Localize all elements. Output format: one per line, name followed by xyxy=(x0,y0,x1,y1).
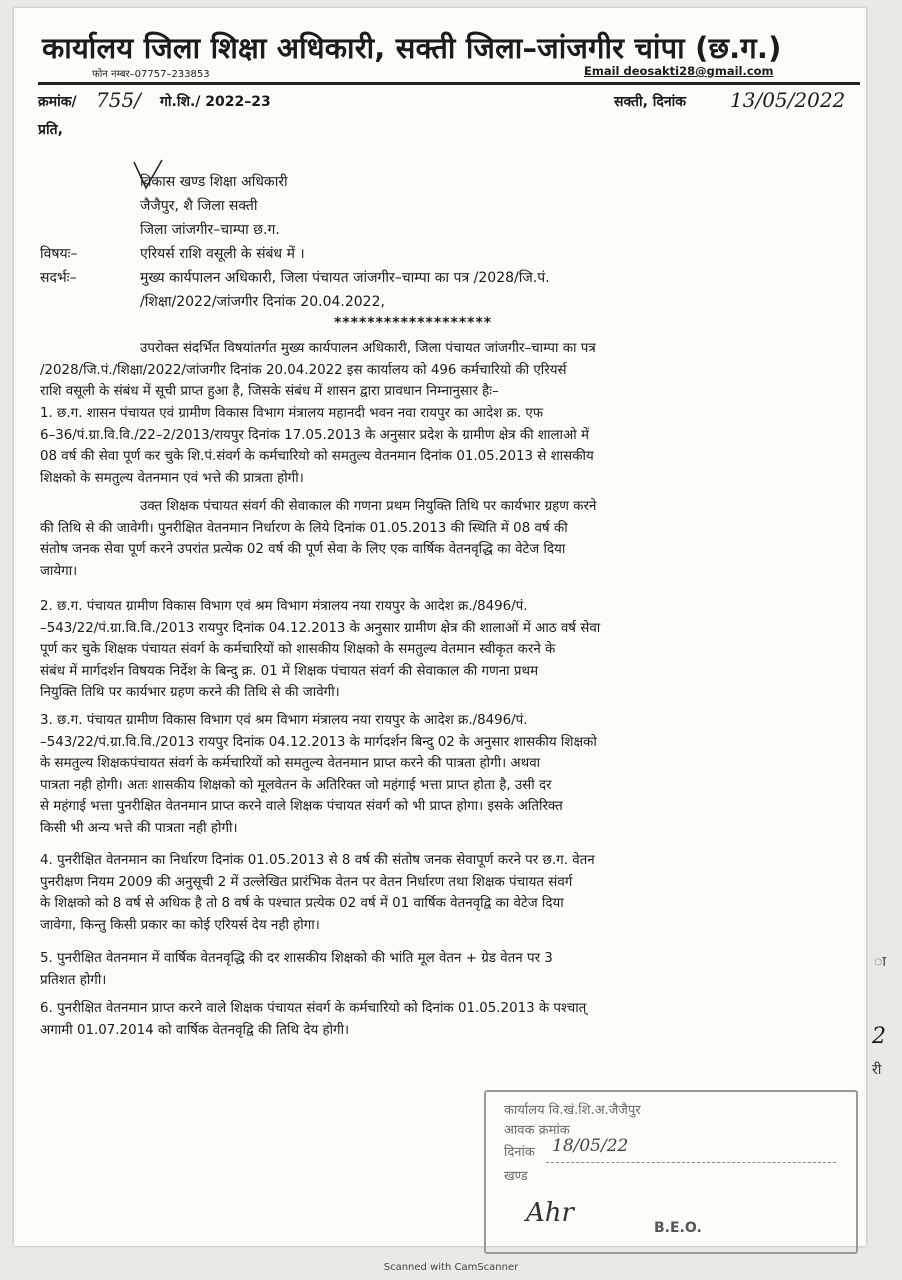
paragraph-2 xyxy=(40,596,830,704)
divider-stars: ******************* xyxy=(334,315,493,331)
ref-number-handwritten: 755/ xyxy=(96,88,141,112)
header-rule xyxy=(38,82,860,85)
reference-line-1: मुख्य कार्यपालन अधिकारी, जिला पंचायत जांजगीर–चाम्पा का पत्र /2028/जि.पं. xyxy=(140,270,550,286)
place-date-label: सक्ती, दिनांक xyxy=(614,94,686,110)
text-line: जायेगा। xyxy=(40,563,78,579)
reference-line-2: /शिक्षा/2022/जांजगीर दिनांक 20.04.2022, xyxy=(140,294,385,310)
text-line: जावेगा, किन्तु किसी प्रकार का कोई एरियर्स देय नही होगा। xyxy=(40,917,320,933)
subject-text: एरियर्स राशि वसूली के संबंध में । xyxy=(140,246,305,262)
reference-label: सदर्भः– xyxy=(40,270,77,286)
prati: प्रति, xyxy=(38,122,63,138)
letter-page xyxy=(14,8,866,1246)
text-line: 5. पुनरीक्षित वेतनमान में वार्षिक वेतनवृद्धि की दर शासकीय शिक्षको की भांति मूल वेतन + ग्रेड वेतन पर 3 xyxy=(40,951,553,966)
stamp-office: कार्यालय वि.खं.शि.अ.जैजैपुर xyxy=(504,1103,641,1118)
text-line: पुनरीक्षण नियम 2009 की अनुसूची 2 में उल्लेखित प्रारंभिक वेतन पर वेतन निर्धारण तथा शिक्षक पंचायत संवर्ग xyxy=(40,874,573,890)
text-line: से महंगाई भत्ता पुनरीक्षित वेतनमान प्राप्त करने वाले शिक्षक पंचायत संवर्ग को भी प्राप्त होगा। इसके अतिरिक्त xyxy=(40,799,563,814)
email-address: Email deosakti28@gmail.com xyxy=(584,64,774,78)
stamp-inward-no: आवक क्रमांक xyxy=(504,1123,570,1138)
text-line: राशि वसूली के संबंध में सूची प्राप्त हुआ है, जिसके संबंध में शासन द्वारा प्रावधान निम्नानुसार हैः– xyxy=(40,384,499,399)
stamp-date-label: दिनांक xyxy=(504,1145,535,1160)
scanner-watermark: Scanned with CamScanner xyxy=(383,1262,519,1273)
margin-mark: 2 xyxy=(872,1024,886,1049)
ref-number-label: क्रमांक/ xyxy=(38,94,77,110)
text-line: 6. पुनरीक्षित वेतनमान प्राप्त करने वाले शिक्षक पंचायत संवर्ग के कर्मचारियो को दिनांक 01.05.2013 के पश्चात् xyxy=(40,1001,587,1016)
ref-number-suffix: गो.शि./ 2022–23 xyxy=(160,94,271,110)
text-line: पूर्ण कर चुके शिक्षक पंचायत संवर्ग के कर्मचारियों को शासकीय शिक्षको के समतुल्य वेतमान स्वीकृत करने के xyxy=(40,642,556,657)
text-line: उक्त शिक्षक पंचायत संवर्ग की सेवाकाल की गणना प्रथम नियुक्ति तिथि पर कार्यभार ग्रहण करने xyxy=(140,499,597,514)
paragraph-1b xyxy=(40,496,830,582)
stamp-section: खण्ड xyxy=(504,1169,528,1184)
paragraph-1 xyxy=(40,403,830,489)
paragraph-intro xyxy=(40,338,830,403)
text-line: संबंध में मार्गदर्शन विषयक निर्देश के बिन्दु क्र. 01 में शिक्षक पंचायत संवर्ग की सेवाकाल की गणना प्रथम xyxy=(40,663,539,679)
paragraph-3 xyxy=(40,710,830,839)
addressee-line: जिला जांजगीर–चाम्पा छ.ग. xyxy=(140,222,280,238)
text-line: के समतुल्य शिक्षकपंचायत संवर्ग के कर्मचारियों को समतुल्य वेतनमान प्राप्त करने की पात्रता होगी। अथवा xyxy=(40,756,541,771)
addressee xyxy=(140,170,288,242)
date-handwritten: 13/05/2022 xyxy=(730,88,846,112)
text-line: /2028/जि.पं./शिक्षा/2022/जांजगीर दिनांक 20.04.2022 इस कार्यालय को 496 कर्मचारियो की एरियर्स xyxy=(40,362,567,378)
phone-number: फोन नम्बर–07757–233853 xyxy=(92,69,210,80)
text-line: पात्रता नही होगी। अतः शासकीय शिक्षको को मूलवेतन के अतिरिक्त जो महंगाई भत्ता प्राप्त होता है, उसी दर xyxy=(40,777,552,793)
text-line: संतोष जनक सेवा पूर्ण करने उपरांत प्रत्येक 02 वर्ष की पूर्ण सेवा के लिए एक वार्षिक वेतनवृद्धि का वेटेज दिया xyxy=(40,542,566,557)
text-line: किसी भी अन्य भत्ते की पात्रता नही होगी। xyxy=(40,820,238,836)
subject-label: विषयः– xyxy=(40,246,78,262)
text-line: 08 वर्ष की सेवा पूर्ण कर चुके शि.पं.संवर्ग के कर्मचारियो को समतुल्य वेतनमान दिनांक 01.05.2013 से शासकीय xyxy=(40,449,594,464)
text-line: की तिथि से की जावेगी। पुनरीक्षित वेतनमान निर्धारण के लिये दिनांक 01.05.2013 की स्थिति में 08 वर्ष की xyxy=(40,520,568,536)
text-line: अगामी 01.07.2014 को वार्षिक वेतनवृद्वि की तिथि देय होगी। xyxy=(40,1022,350,1038)
margin-mark: री xyxy=(872,1062,882,1078)
margin-mark: ा xyxy=(874,954,886,970)
paragraph-4 xyxy=(40,850,830,936)
office-title: कार्यालय जिला शिक्षा अधिकारी, सक्ती जिला–जांजगीर चांपा (छ.ग.) xyxy=(42,31,782,65)
text-line: के शिक्षको को 8 वर्ष से अधिक है तो 8 वर्ष के पश्चात प्रत्येक 02 वर्ष में 01 वार्षिक वेतनवृद्वि का वेटेज दिया xyxy=(40,896,564,911)
signature: Ahr xyxy=(526,1198,574,1228)
stamp-date-value: 18/05/22 xyxy=(552,1136,629,1156)
stamp-designation: B.E.O. xyxy=(654,1220,702,1236)
paragraph-5 xyxy=(40,948,830,991)
addressee-line: जैजैपुर, शै जिला सक्ती xyxy=(140,198,258,214)
text-line: उपरोक्त संदर्भित विषयांतर्गत मुख्य कार्यपालन अधिकारी, जिला पंचायत जांजगीर–चाम्पा का पत्र xyxy=(140,341,596,356)
text-line: 4. पुनरीक्षित वेतनमान का निर्धारण दिनांक 01.05.2013 से 8 वर्ष की संतोष जनक सेवापूर्ण करने पर छ.ग. वेतन xyxy=(40,853,595,868)
addressee-line: विकास खण्ड शिक्षा अधिकारी xyxy=(140,174,288,190)
stamp-dotted-line xyxy=(546,1162,836,1163)
text-line: –543/22/पं.ग्रा.वि.वि./2013 रायपुर दिनांक 04.12.2013 के अनुसार ग्रामीण क्षेत्र की शालाओं में आठ वर्ष सेवा xyxy=(40,620,601,636)
text-line: शिक्षको के समतुल्य वेतनमान एवं भत्ते की प्रात्रता होगी। xyxy=(40,470,304,486)
text-line: प्रतिशत होगी। xyxy=(40,972,107,988)
paragraph-6 xyxy=(40,998,830,1041)
text-line: 3. छ.ग. पंचायत ग्रामीण विकास विभाग एवं श्रम विभाग मंत्रालय नया रायपुर के आदेश क्र./8496/पं. xyxy=(40,713,528,728)
text-line: –543/22/पं.ग्रा.वि.वि./2013 रायपुर दिनांक 04.12.2013 के मार्गदर्शन बिन्दु 02 के अनुसार शासकीय शिक्षको xyxy=(40,734,597,750)
text-line: 2. छ.ग. पंचायत ग्रामीण विकास विभाग एवं श्रम विभाग मंत्रालय नया रायपुर के आदेश क्र./8496/पं. xyxy=(40,599,528,614)
text-line: नियुक्ति तिथि पर कार्यभार ग्रहण करने की तिथि से की जावेगी। xyxy=(40,685,340,700)
text-line: 1. छ.ग. शासन पंचायत एवं ग्रामीण विकास विभाग मंत्रालय महानदी भवन नवा रायपुर का आदेश क्र. एफ xyxy=(40,406,544,421)
receipt-stamp xyxy=(484,1090,858,1254)
text-line: 6–36/पं.ग्रा.वि.वि./22–2/2013/रायपुर दिनांक 17.05.2013 के अनुसार प्रदेश के ग्रामीण क्षेत्र की शालाओ में xyxy=(40,427,589,443)
